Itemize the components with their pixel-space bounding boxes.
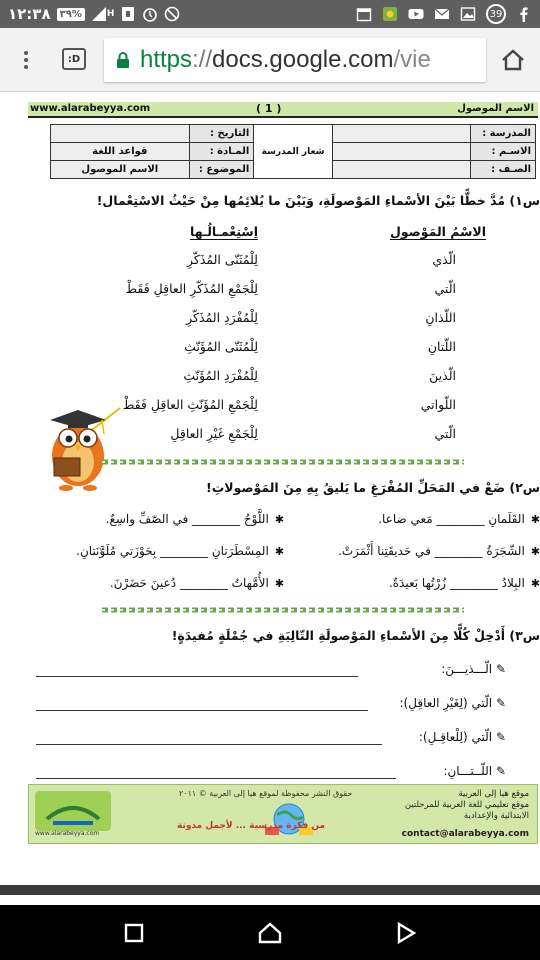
question-2-title: س٢) ضَعْ في المَحَلِّ المُفْرَغِ ما يَليقُ بِهِ مِنَ المَوْصولاتِ! xyxy=(206,480,540,495)
sentence-row xyxy=(36,730,506,750)
school-field xyxy=(332,125,471,143)
url-scheme: https xyxy=(140,46,193,73)
topic-label: الموضوع : xyxy=(189,161,254,179)
network-type-label: H xyxy=(106,9,115,19)
sim-card-icon xyxy=(120,6,136,22)
usage-item: لِلْمُفْرَدِ المُؤَنّثِ xyxy=(183,368,258,383)
gallery-icon xyxy=(460,6,476,22)
usage-item: لِلْمُثَنّى المُؤَنّثِ xyxy=(184,339,258,354)
pen-icon: ✎ xyxy=(492,662,506,676)
bullet-star-icon: ✱ xyxy=(530,513,540,526)
class-field xyxy=(332,161,471,179)
fill-blank-item: ✱المِسْطَرَتانِ ________ بِحَوْزَتي مُلَوَّنَتانِ. xyxy=(76,544,284,558)
pen-icon: ✎ xyxy=(492,730,506,744)
page-number: ( 1 ) xyxy=(256,102,282,115)
footer-line: الابتدائية والإعدادية xyxy=(463,811,529,821)
bullet-star-icon: ✱ xyxy=(274,577,284,590)
relative-noun-item: الّذينَ xyxy=(429,368,456,383)
fill-blank-item: ✱البِلادُ ________ زُرْتُها بَعيدَةٌ. xyxy=(388,576,540,590)
relative-noun-item: الّتي xyxy=(434,281,456,296)
do-not-disturb-icon xyxy=(164,6,180,22)
relative-noun-item: الّذي xyxy=(432,252,456,267)
battery-indicator: ٣٩% xyxy=(57,8,85,21)
usage-item: لِلْمُثَنّى المُذَكّرِ xyxy=(186,252,258,267)
bullet-star-icon: ✱ xyxy=(274,545,284,558)
sentence-row xyxy=(36,662,506,682)
section-divider xyxy=(102,458,464,466)
lock-icon xyxy=(116,52,130,68)
app-icon xyxy=(382,6,398,22)
page-bottom-edge xyxy=(0,885,540,895)
home-icon[interactable] xyxy=(500,48,526,72)
subject-label: المـادة : xyxy=(189,143,254,161)
relative-noun-item: اللّتانِ xyxy=(427,339,456,354)
footer-site-url: www.alarabeyya.com xyxy=(35,830,100,837)
footer-banner xyxy=(28,784,538,844)
sentence-prompt: ✎ اللّــتـــانِ: xyxy=(443,764,506,778)
home-nav-icon[interactable] xyxy=(258,921,282,945)
relative-noun-item: اللّواتي xyxy=(420,397,456,412)
footer-description xyxy=(405,789,529,822)
recent-apps-icon[interactable] xyxy=(122,921,146,945)
system-navigation-bar xyxy=(0,905,540,960)
bullet-star-icon: ✱ xyxy=(274,513,284,526)
usage-item: لِلْمُفْرَدِ المُذَكّرِ xyxy=(186,310,258,325)
name-field xyxy=(332,143,471,161)
status-bar xyxy=(0,0,540,28)
class-label: الصـف : xyxy=(471,161,536,179)
bullet-star-icon: ✱ xyxy=(530,545,540,558)
student-info-table xyxy=(50,124,536,179)
answer-line xyxy=(36,744,382,745)
school-logo-cell: شعار المدرسة xyxy=(254,125,333,179)
back-icon[interactable] xyxy=(394,921,418,945)
sentence-row xyxy=(36,764,506,784)
footer-slogan: من فكرة مدرسية ... لأجمل مدونة xyxy=(177,821,326,831)
globe-illustration xyxy=(265,799,313,837)
fill-blank-item: ✱الأُمَّهاتُ ________ دُعينَ حَضَرْنَ. xyxy=(109,576,284,590)
fill-blank-item: ✱اللَّوْحُ ________ في الصّفِّ واسِعٌ. xyxy=(105,512,284,526)
sentence-prompt: ✎ الّتي (لِغَيْرِ العاقِلِ): xyxy=(399,696,506,710)
date-field xyxy=(51,125,190,143)
answer-line xyxy=(36,710,368,711)
document-page xyxy=(28,98,540,848)
address-bar[interactable] xyxy=(104,38,486,82)
tab-switcher-button[interactable]: :D xyxy=(62,48,86,70)
question-1-title: س١) مُدَّ خطًّا بَيْنَ الأسْماءِ المَوْصولَةِ، وَبَيْنَ ما يُلائِمُها مِنْ حَيْثُ الاسْتِعْمال! xyxy=(96,193,540,208)
pen-icon: ✎ xyxy=(492,764,506,778)
section-divider xyxy=(102,606,464,614)
relative-noun-item: اللّذانِ xyxy=(425,310,456,325)
fill-blank-item: ✱القَلَمانِ ________ مَعي ضاعا. xyxy=(378,512,540,526)
school-label: المدرسة : xyxy=(471,125,536,143)
footer-email[interactable]: contact@alarabeyya.com xyxy=(401,829,529,839)
footer-line: موقع تعليمي للغة العربية للمرحلتين xyxy=(404,800,529,810)
pen-icon: ✎ xyxy=(492,696,506,710)
url-separator: :// xyxy=(192,46,213,73)
sentence-row xyxy=(36,696,506,716)
header-site: www.alarabeyya.com xyxy=(30,103,151,114)
answer-line xyxy=(36,676,358,677)
url-path: /vie xyxy=(393,46,431,73)
usage-item: لِلْجَمْعِ المُؤَنّثِ العاقِلِ فَقَطْ xyxy=(122,397,258,412)
document-header xyxy=(28,102,538,118)
answer-line xyxy=(36,778,396,779)
url-host: docs.google.com xyxy=(212,46,394,73)
date-label: التاريخ : xyxy=(189,125,254,143)
status-right xyxy=(356,4,532,24)
owl-teacher-illustration xyxy=(40,400,126,492)
mail-icon xyxy=(434,6,450,22)
more-menu-icon[interactable] xyxy=(16,50,36,70)
youtube-icon xyxy=(408,6,424,22)
subject-value: قواعد اللغة xyxy=(51,143,190,161)
clock: ١٢:٣٨ xyxy=(8,5,51,23)
bullet-star-icon: ✱ xyxy=(530,577,540,590)
usage-item: لِلْجَمْعِ المُذَكّرِ العاقِلِ فَقَطْ xyxy=(125,281,258,296)
relative-noun-column-header: الاسْمُ المَوْصول xyxy=(390,224,486,239)
topic-value: الاسم الموصول xyxy=(51,161,190,179)
name-label: الاسـم : xyxy=(471,143,536,161)
facebook-icon xyxy=(516,6,532,22)
footer-copyright: حقوق النشر محفوظة لموقع هيا إلى العربية © ٢٠١١ xyxy=(179,789,353,798)
notification-count-badge: 39 xyxy=(486,4,506,24)
signal-icon xyxy=(91,6,107,22)
status-left xyxy=(8,4,180,24)
question-3-title: س٣) أَدْخِلْ كُلًّا مِنَ الأسْماءِ المَوْصولَةِ التّالِيَةِ في جُمْلَةٍ مُفيدَةٍ! xyxy=(171,628,540,643)
footer-line: موقع هيا إلى العربية xyxy=(458,789,529,799)
sentence-prompt: ✎ الّـــذيـــنَ: xyxy=(441,662,506,676)
browser-toolbar xyxy=(0,28,540,92)
usage-column-header: اِسْتِعْمـالُـها xyxy=(190,224,258,239)
relative-noun-item: الّتي xyxy=(434,426,456,441)
calendar-icon xyxy=(356,6,372,22)
url-text[interactable] xyxy=(140,46,431,74)
alarm-icon xyxy=(142,6,158,22)
fill-blank-item: ✱الشّجَرَةُ ________ في حَديقَتِنا أَثْمَرَتْ. xyxy=(338,544,540,558)
usage-item: لِلْجَمْعِ غَيْرِ العاقِلِ xyxy=(170,426,258,441)
header-topic: الاسم الموصول xyxy=(457,103,534,114)
sentence-prompt: ✎ الّتي (لِلْعاقِـلِ): xyxy=(418,730,506,744)
